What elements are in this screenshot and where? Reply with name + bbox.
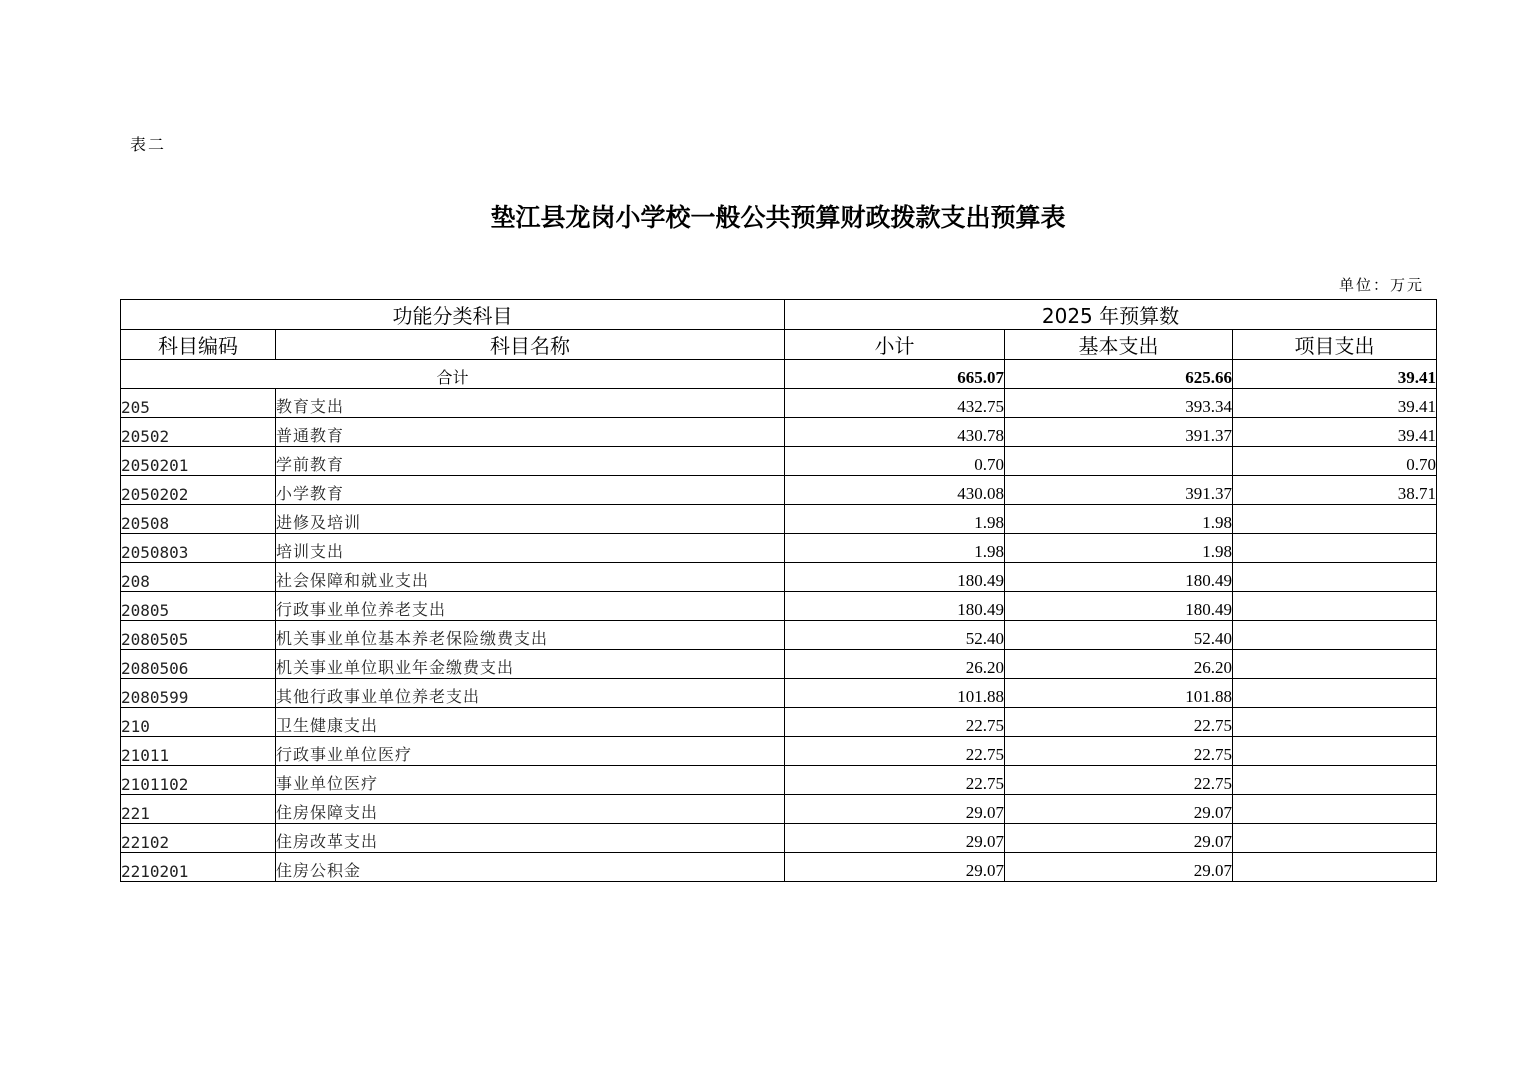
header-subtotal: 小计 [785,330,1005,360]
unit-label: 单位：万元 [1338,276,1424,294]
row-name: 住房保障支出 [276,795,785,824]
row-name: 住房改革支出 [276,824,785,853]
row-name: 事业单位医疗 [276,766,785,795]
row-code: 2050803 [121,534,276,563]
table-row [121,563,1437,592]
row-name: 学前教育 [276,447,785,476]
row-code: 20502 [121,418,276,447]
total-label: 合计 [121,360,785,389]
row-code: 20508 [121,505,276,534]
row-name: 社会保障和就业支出 [276,563,785,592]
total-project: 39.41 [1233,360,1437,389]
row-basic: 22.75 [1005,708,1233,737]
row-basic: 29.07 [1005,795,1233,824]
row-basic: 101.88 [1005,679,1233,708]
row-code: 21011 [121,737,276,766]
header-row-columns [121,330,1437,360]
total-subtotal: 665.07 [785,360,1005,389]
row-subtotal: 101.88 [785,679,1005,708]
table-row [121,824,1437,853]
row-name: 行政事业单位医疗 [276,737,785,766]
row-basic: 180.49 [1005,592,1233,621]
row-subtotal: 430.78 [785,418,1005,447]
row-code: 2080505 [121,621,276,650]
row-basic: 29.07 [1005,824,1233,853]
header-row-group [121,300,1437,330]
row-basic: 393.34 [1005,389,1233,418]
table-row [121,650,1437,679]
row-subtotal: 29.07 [785,795,1005,824]
row-subtotal: 22.75 [785,766,1005,795]
row-code: 2050202 [121,476,276,505]
row-project [1233,563,1437,592]
row-name: 行政事业单位养老支出 [276,592,785,621]
row-basic: 26.20 [1005,650,1233,679]
row-code: 221 [121,795,276,824]
row-project [1233,824,1437,853]
row-name: 机关事业单位职业年金缴费支出 [276,650,785,679]
row-project [1233,592,1437,621]
table-row [121,447,1437,476]
header-project: 项目支出 [1233,330,1437,360]
row-project [1233,708,1437,737]
row-project: 39.41 [1233,418,1437,447]
header-function-category: 功能分类科目 [121,300,785,330]
row-subtotal: 180.49 [785,563,1005,592]
row-project: 39.41 [1233,389,1437,418]
row-subtotal: 1.98 [785,534,1005,563]
table-row [121,679,1437,708]
row-project: 38.71 [1233,476,1437,505]
row-project [1233,737,1437,766]
row-name: 教育支出 [276,389,785,418]
row-code: 2080506 [121,650,276,679]
row-subtotal: 1.98 [785,505,1005,534]
row-subtotal: 22.75 [785,737,1005,766]
table-row [121,853,1437,882]
row-code: 2050201 [121,447,276,476]
table-row [121,534,1437,563]
row-basic: 180.49 [1005,563,1233,592]
page-title: 垫江县龙岗小学校一般公共预算财政拨款支出预算表 [490,203,1066,232]
row-code: 2210201 [121,853,276,882]
table-row [121,418,1437,447]
row-subtotal: 52.40 [785,621,1005,650]
row-project [1233,505,1437,534]
row-name: 卫生健康支出 [276,708,785,737]
row-basic: 22.75 [1005,737,1233,766]
row-basic: 29.07 [1005,853,1233,882]
row-project: 0.70 [1233,447,1437,476]
row-basic [1005,447,1233,476]
row-basic: 1.98 [1005,534,1233,563]
row-code: 20805 [121,592,276,621]
row-name: 机关事业单位基本养老保险缴费支出 [276,621,785,650]
row-name: 培训支出 [276,534,785,563]
row-name: 小学教育 [276,476,785,505]
row-subtotal: 29.07 [785,853,1005,882]
row-subtotal: 432.75 [785,389,1005,418]
row-subtotal: 430.08 [785,476,1005,505]
row-project [1233,534,1437,563]
row-subtotal: 0.70 [785,447,1005,476]
row-subtotal: 29.07 [785,824,1005,853]
header-name: 科目名称 [276,330,785,360]
row-code: 210 [121,708,276,737]
row-subtotal: 26.20 [785,650,1005,679]
row-project [1233,679,1437,708]
row-project [1233,621,1437,650]
total-basic: 625.66 [1005,360,1233,389]
header-code: 科目编码 [121,330,276,360]
table-row [121,389,1437,418]
row-code: 208 [121,563,276,592]
table-label: 表二 [130,135,167,154]
row-basic: 52.40 [1005,621,1233,650]
row-name: 其他行政事业单位养老支出 [276,679,785,708]
row-project [1233,853,1437,882]
row-code: 2101102 [121,766,276,795]
row-code: 205 [121,389,276,418]
row-project [1233,650,1437,679]
row-name: 普通教育 [276,418,785,447]
table-row [121,621,1437,650]
table-row [121,708,1437,737]
row-name: 进修及培训 [276,505,785,534]
table-row [121,737,1437,766]
row-subtotal: 180.49 [785,592,1005,621]
row-basic: 22.75 [1005,766,1233,795]
row-project [1233,766,1437,795]
table-row [121,795,1437,824]
header-basic: 基本支出 [1005,330,1233,360]
row-basic: 1.98 [1005,505,1233,534]
row-name: 住房公积金 [276,853,785,882]
row-project [1233,795,1437,824]
row-subtotal: 22.75 [785,708,1005,737]
row-code: 2080599 [121,679,276,708]
row-code: 22102 [121,824,276,853]
row-basic: 391.37 [1005,476,1233,505]
table-row [121,766,1437,795]
table-row [121,476,1437,505]
table-row [121,505,1437,534]
row-basic: 391.37 [1005,418,1233,447]
total-row [121,360,1437,389]
budget-table [120,299,1437,882]
header-budget-year: 2025 年预算数 [785,300,1437,330]
table-row [121,592,1437,621]
